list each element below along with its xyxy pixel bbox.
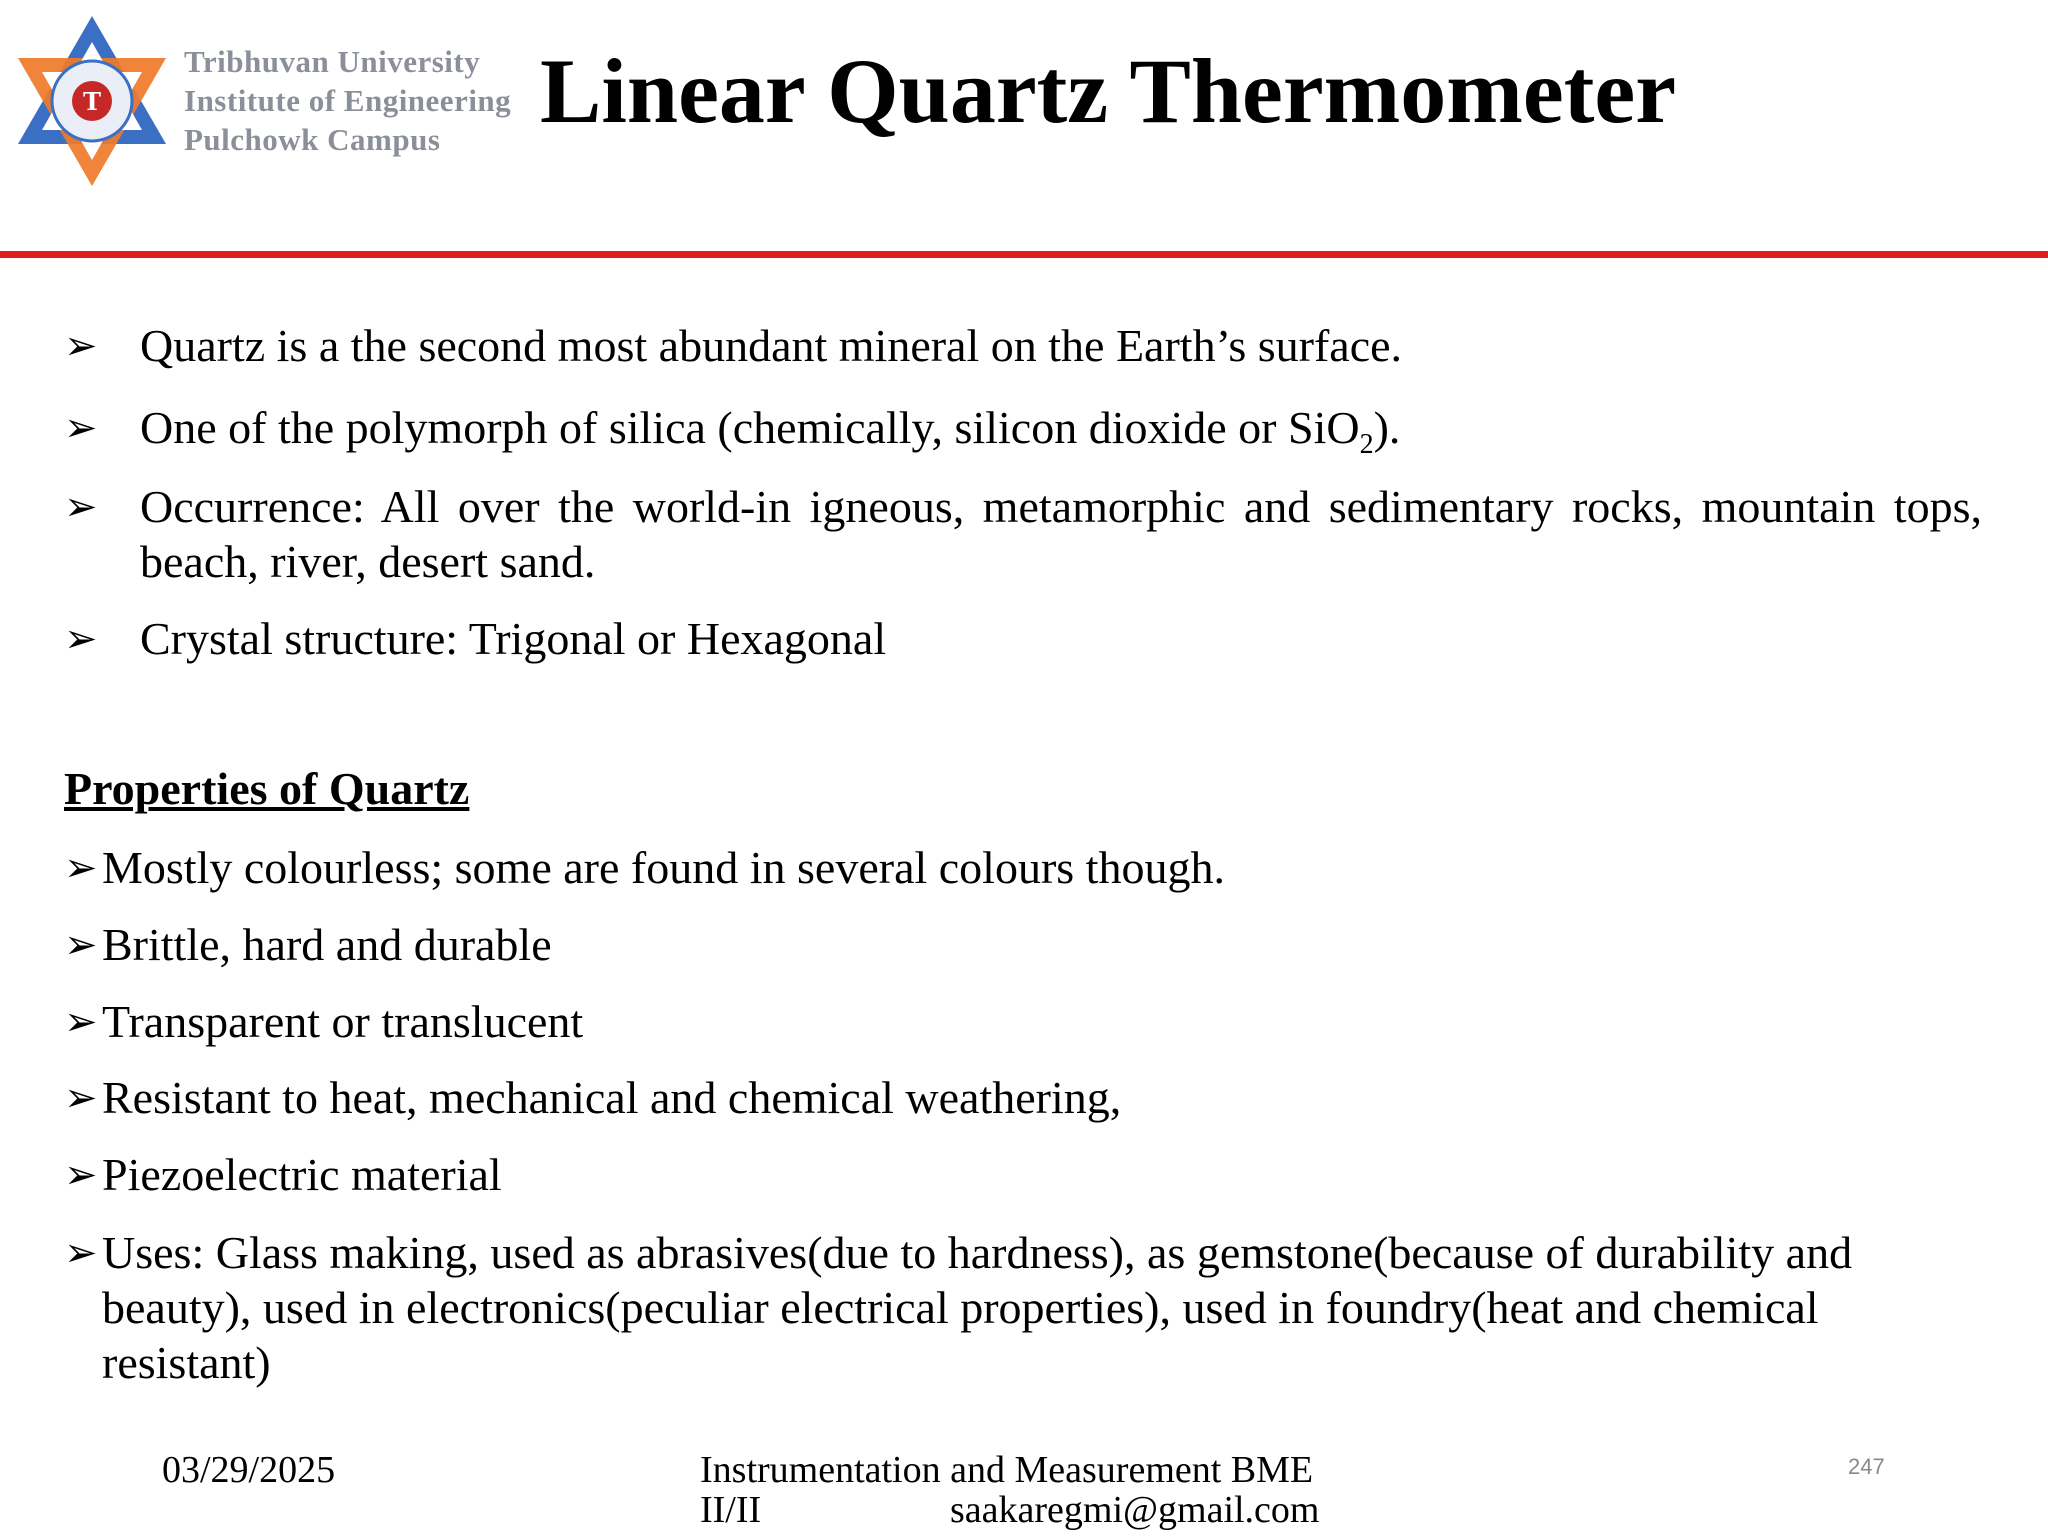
arrow-bullet-icon: ➢ [64, 1230, 98, 1275]
footer-course-line-1: Instrumentation and Measurement BME [700, 1449, 1314, 1491]
intro-bullet [64, 400, 1982, 472]
arrow-bullet-icon: ➢ [64, 845, 98, 890]
property-bullet [64, 994, 1994, 1049]
bullet-text-main: One of the polymorph of silica (chemically, silicon dioxide or SiO [140, 402, 1360, 453]
properties-heading: Properties of Quartz [64, 763, 470, 814]
property-bullet [64, 1225, 1994, 1390]
property-text: Mostly colourless; some are found in several colours though. [102, 842, 1225, 893]
bullet-text-end: ). [1373, 402, 1401, 453]
arrow-bullet-icon: ➢ [64, 323, 98, 368]
property-bullet [64, 1147, 1994, 1202]
institution-line-3: Pulchowk Campus [184, 122, 441, 157]
arrow-bullet-icon: ➢ [64, 484, 98, 529]
bullet-text [140, 400, 1982, 472]
arrow-bullet-icon: ➢ [64, 1152, 98, 1197]
property-text: Brittle, hard and durable [102, 919, 552, 970]
university-logo [14, 12, 170, 190]
property-bullet [64, 1070, 1994, 1125]
property-text: Piezoelectric material [102, 1149, 502, 1200]
intro-bullet [64, 479, 1982, 589]
bullet-text: Quartz is a the second most abundant mineral on the Earth’s surface. [140, 320, 1403, 371]
slide-number: 247 [1848, 1454, 1885, 1479]
property-text: Uses: Glass making, used as abrasives(due to hardness), as gemstone(because of durability and beauty), used in electronics(peculiar electrical properties), used in foundry(heat and chemical resistant) [102, 1227, 1853, 1388]
bullet-text: Occurrence: All over the world-in igneous, metamorphic and sedimentary rocks, mountain tops, beach, river, desert sand. [140, 481, 1982, 587]
property-text: Resistant to heat, mechanical and chemical weathering, [102, 1072, 1122, 1123]
arrow-bullet-icon: ➢ [64, 405, 98, 450]
property-text: Transparent or translucent [102, 996, 584, 1047]
intro-bullet [64, 318, 1982, 373]
header-divider [0, 251, 2048, 258]
institution-line-2: Institute of Engineering [184, 83, 512, 118]
arrow-bullet-icon: ➢ [64, 999, 98, 1044]
svg-text:T: T [83, 87, 101, 116]
arrow-bullet-icon: ➢ [64, 1075, 98, 1120]
property-bullet [64, 840, 1994, 895]
arrow-bullet-icon: ➢ [64, 616, 98, 661]
intro-bullet [64, 611, 1982, 666]
footer-email: saakaregmi@gmail.com [950, 1489, 1320, 1531]
footer-date: 03/29/2025 [162, 1449, 336, 1491]
footer-course-line-2: II/II [700, 1489, 762, 1531]
slide-title: Linear Quartz Thermometer [540, 40, 1677, 142]
property-bullet [64, 917, 1994, 972]
subscript: 2 [1359, 429, 1374, 461]
bullet-text: Crystal structure: Trigonal or Hexagonal [140, 613, 887, 664]
arrow-bullet-icon: ➢ [64, 922, 98, 967]
institution-line-1: Tribhuvan University [184, 44, 481, 79]
